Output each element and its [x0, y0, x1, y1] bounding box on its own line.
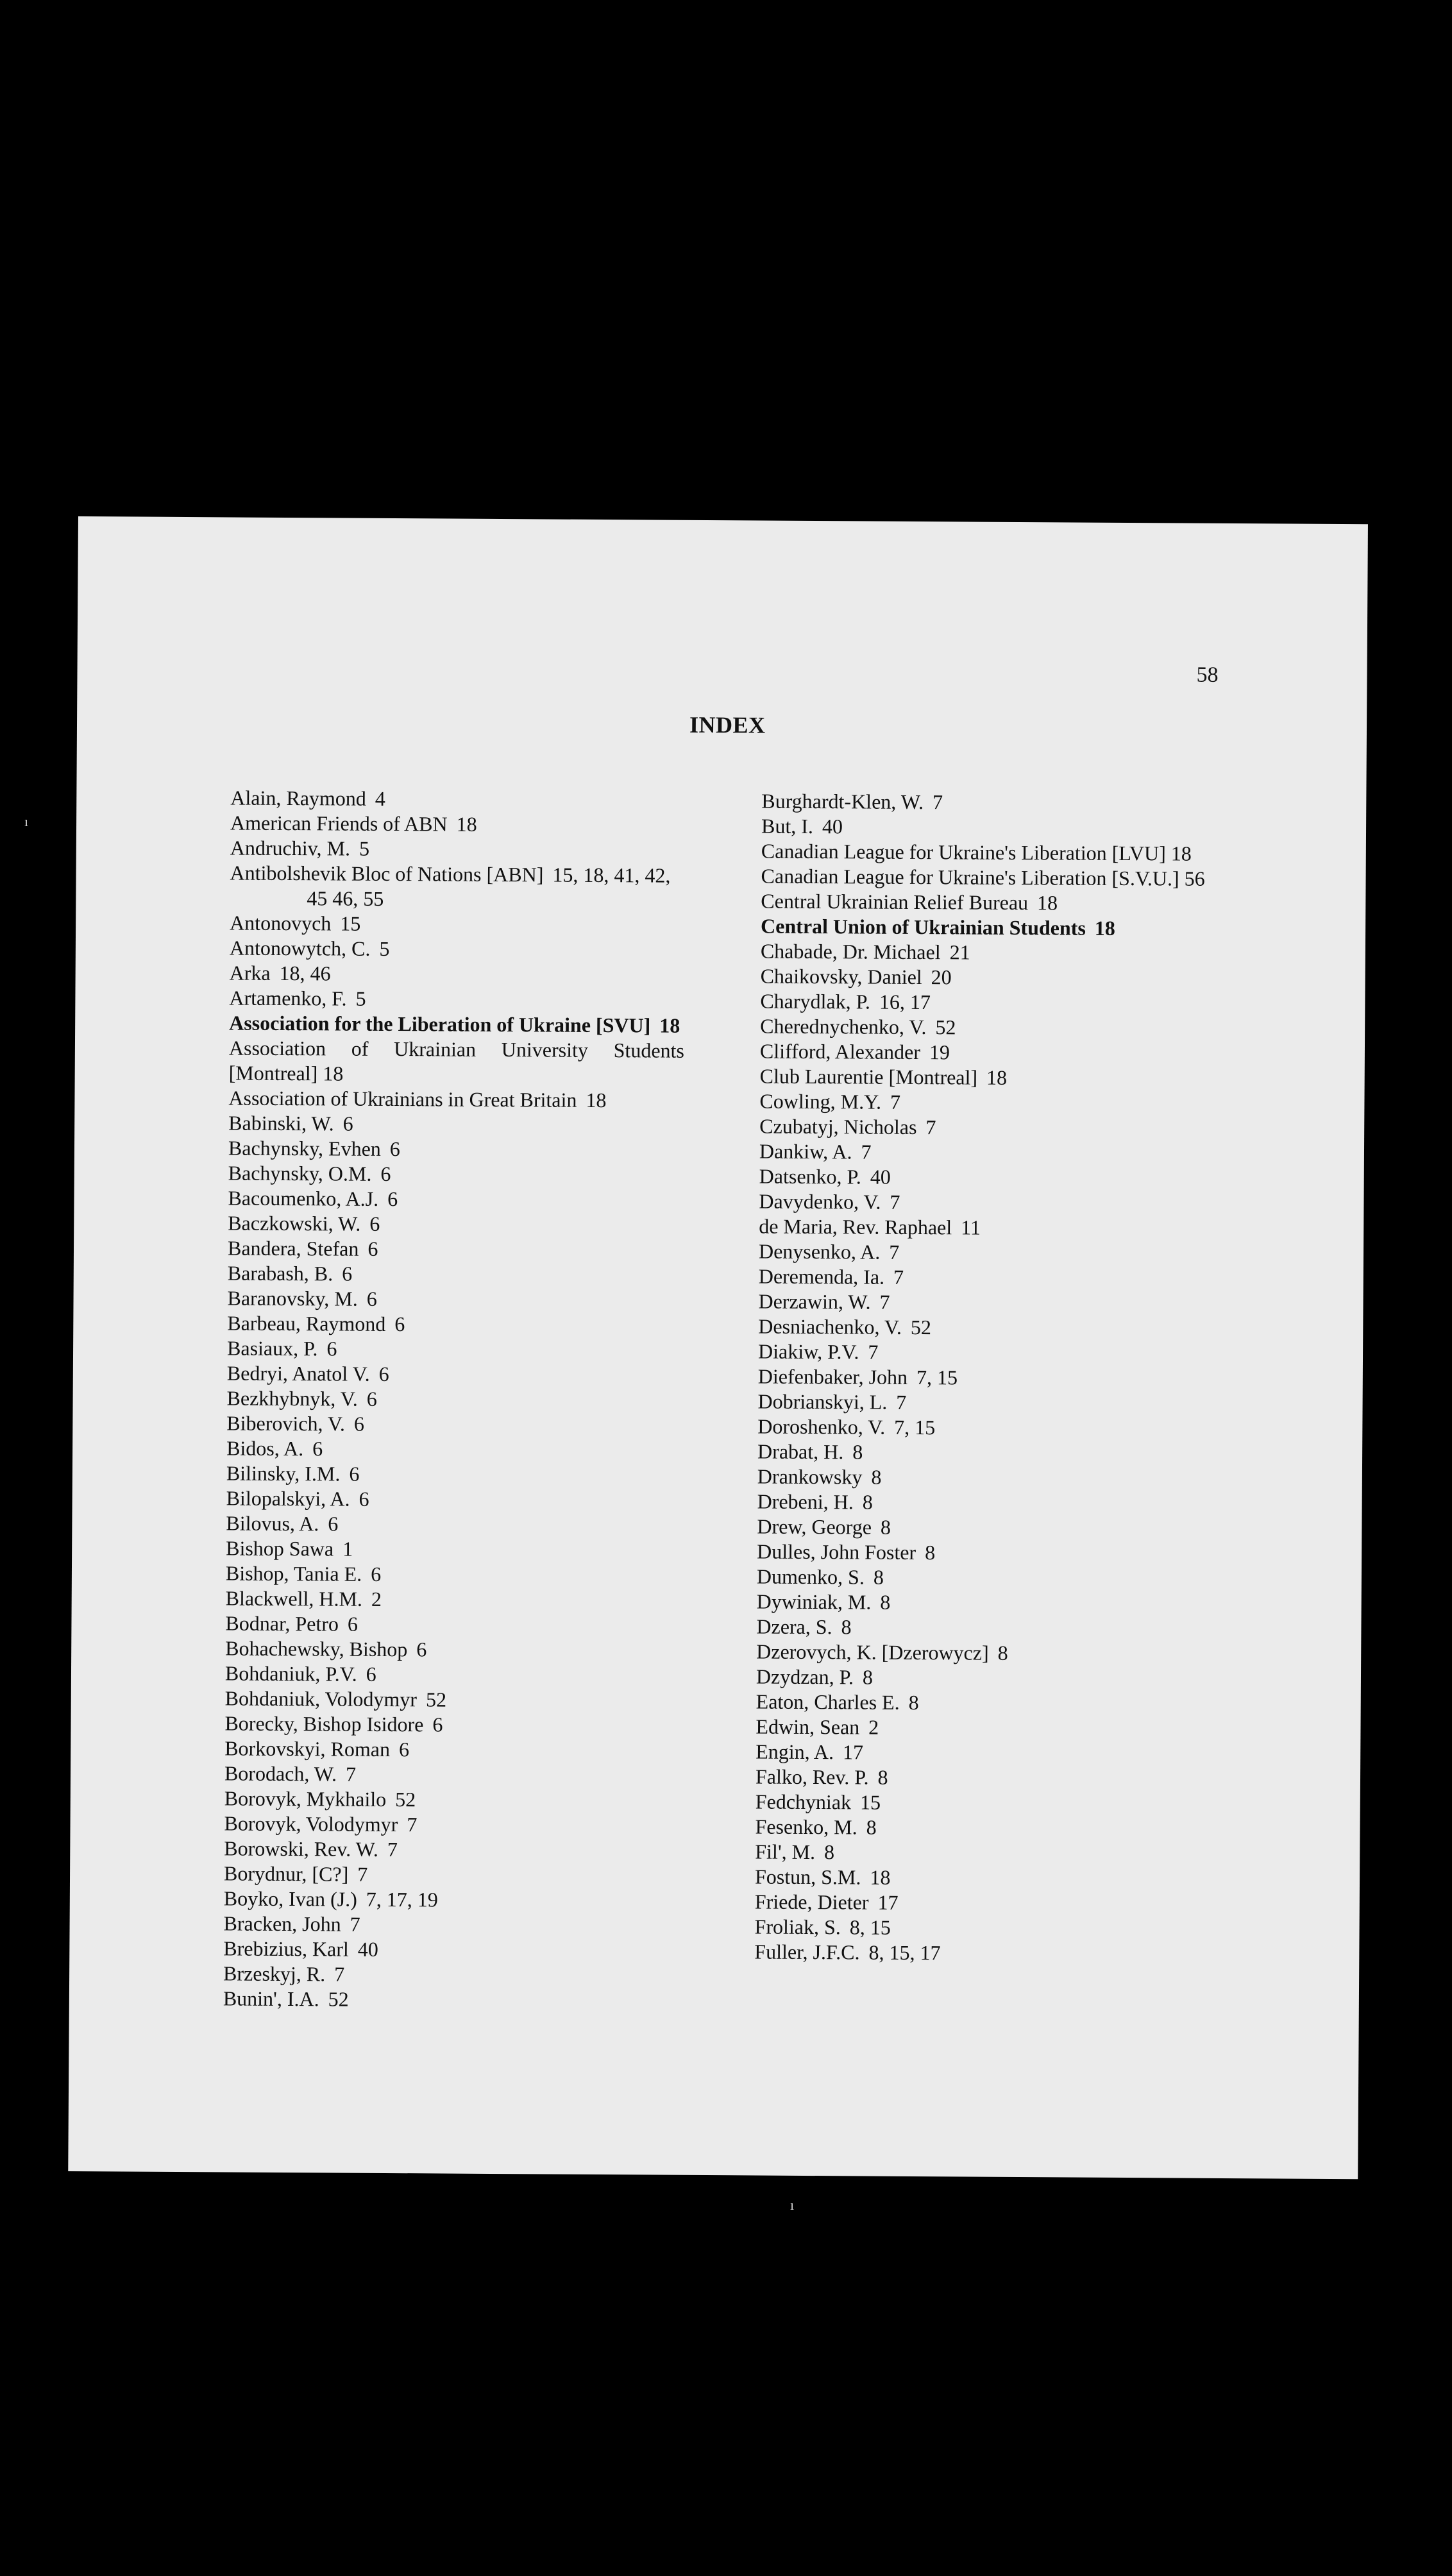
index-entry-name: Bohdaniuk, P.V. — [224, 1661, 357, 1686]
index-entry-pages: 8 — [841, 1615, 852, 1639]
index-entry-pages: 18 — [1094, 916, 1115, 940]
index-entry-name: Bilopalskyi, A. — [226, 1486, 350, 1511]
index-entry — [759, 1189, 1214, 1217]
index-entry-name: Deremenda, Ia. — [758, 1264, 885, 1289]
index-entry — [228, 1085, 684, 1113]
index-entry-name: Drabat, H. — [757, 1439, 844, 1464]
index-entry-pages: 20 — [931, 965, 952, 989]
index-entry-name: Baranovsky, M. — [227, 1286, 358, 1310]
index-entry-pages: 6 — [432, 1713, 443, 1736]
index-entry-pages: 40 — [357, 1937, 378, 1961]
index-entry — [759, 1089, 1215, 1117]
index-entry — [228, 1235, 683, 1263]
index-entry-pages: 18, 46 — [279, 961, 331, 985]
index-entry-pages: 6 — [342, 1262, 353, 1285]
index-entry-name: Derzawin, W. — [758, 1289, 871, 1314]
index-entry-pages: 18 — [323, 1062, 344, 1085]
index-entry-pages: 6 — [353, 1412, 365, 1436]
index-entry-pages: 17 — [842, 1740, 864, 1764]
index-entry-pages: 6 — [312, 1437, 323, 1461]
index-entry-pages: 18 — [986, 1065, 1008, 1089]
index-entry-name: Drebeni, H. — [757, 1489, 854, 1514]
index-entry — [224, 1761, 680, 1788]
index-entry — [754, 1939, 1210, 1967]
index-entry — [226, 1586, 681, 1613]
index-entry-name: Denysenko, A. — [758, 1239, 881, 1264]
index-entry — [756, 1664, 1211, 1691]
index-entry — [760, 1039, 1215, 1067]
index-entry-pages: 6 — [328, 1512, 339, 1536]
index-entry-pages: 56 — [1184, 867, 1205, 890]
index-entry-name: Bidos, A. — [226, 1436, 304, 1461]
index-entry-name: Borkovskyi, Roman — [224, 1736, 391, 1761]
index-entry — [230, 910, 685, 938]
index-entry-pages: 6 — [366, 1662, 376, 1686]
index-entry-pages: 6 — [398, 1738, 410, 1761]
index-entry — [230, 960, 685, 988]
index-entry-name: Fil', M. — [755, 1840, 816, 1864]
index-entry — [228, 1210, 683, 1238]
index-entry-pages: 6 — [326, 1337, 337, 1360]
index-entry — [755, 1814, 1210, 1842]
index-entry — [227, 1360, 682, 1388]
index-entry-name: Bohdaniuk, Volodymyr — [224, 1686, 418, 1711]
index-entry — [230, 860, 685, 913]
index-entry-pages: 6 — [359, 1487, 369, 1511]
index-entry-pages: 7, 17, 19 — [366, 1887, 438, 1911]
index-entry — [761, 889, 1216, 917]
index-entry — [756, 1714, 1211, 1741]
index-entry-pages: 8 — [866, 1815, 877, 1839]
index-entry — [757, 1414, 1213, 1441]
index-entry — [756, 1614, 1211, 1641]
index-entry-pages: 8 — [908, 1690, 919, 1715]
index-entry — [229, 1010, 684, 1038]
index-entry — [225, 1661, 680, 1688]
index-entry-name: Dzydzan, P. — [756, 1665, 854, 1689]
index-entry-pages: 8 — [871, 1465, 882, 1489]
index-entry-pages: 16, 17 — [879, 990, 931, 1014]
index-entry-pages: 7 — [868, 1340, 879, 1364]
index-entry — [228, 1110, 684, 1138]
index-entry-pages: 7 — [861, 1140, 872, 1164]
index-entry-name: Falko, Rev. P. — [755, 1765, 869, 1789]
index-entry-name: Fedchyniak — [755, 1790, 852, 1814]
index-entry-name: Basiaux, P. — [226, 1336, 318, 1360]
index-entry-name: Burghardt-Klen, W. — [761, 789, 924, 814]
index-entry-pages: 18 — [1170, 842, 1192, 865]
index-entry-pages: 18 — [586, 1088, 607, 1112]
index-entry-name: Dobrianskyi, L. — [757, 1389, 888, 1414]
index-entry-name: Diefenbaker, John — [757, 1364, 908, 1389]
index-entry-name: Club Laurentie [Montreal] — [759, 1064, 978, 1089]
index-entry-name: Association for the Liberation of Ukraine [SVU] — [229, 1011, 651, 1037]
index-column-left — [223, 785, 686, 2013]
index-entry-pages: 6 — [349, 1462, 360, 1486]
index-entry-pages: 7 — [387, 1837, 398, 1861]
index-entry — [223, 1961, 679, 1988]
index-entry-pages: 6 — [347, 1612, 359, 1636]
index-entry-name: Borovyk, Volodymyr — [224, 1811, 398, 1836]
index-entry-pages: 18 — [870, 1865, 891, 1889]
index-entry-pages: 6 — [387, 1187, 398, 1211]
index-entry-pages: 52 — [935, 1015, 956, 1039]
index-entry-name: Datsenko, P. — [759, 1164, 861, 1189]
index-entry-name: Eaton, Charles E. — [756, 1690, 900, 1714]
index-entry — [226, 1385, 682, 1413]
index-entry-pages: 6 — [389, 1137, 400, 1161]
index-entry — [230, 810, 686, 838]
index-entry — [759, 1214, 1214, 1242]
index-entry-name: American Friends of ABN — [230, 811, 448, 836]
index-entry — [757, 1439, 1213, 1466]
index-entry-name: Davydenko, V. — [759, 1189, 881, 1214]
index-entry-pages: 5 — [379, 936, 390, 960]
index-entry-pages: 11 — [961, 1216, 981, 1239]
index-entry-pages: 6 — [416, 1638, 427, 1661]
index-entry-pages: 18 — [659, 1013, 680, 1037]
index-entry-pages: 1 — [342, 1537, 353, 1561]
index-entry-pages: 15, 18, 41, 42, — [552, 863, 671, 887]
index-entry-pages: 8 — [873, 1565, 884, 1589]
index-entry-name: Bacoumenko, A.J. — [228, 1186, 379, 1210]
index-entry-pages: 7 — [357, 1862, 368, 1886]
index-entry-pages: 40 — [870, 1165, 891, 1189]
index-entry — [756, 1739, 1211, 1767]
index-entry — [757, 1564, 1212, 1591]
index-entry-continuation: 45 46, 55 — [307, 886, 384, 910]
index-entry-name: Dzera, S. — [756, 1614, 832, 1639]
index-entry-name: Cowling, M.Y. — [759, 1089, 882, 1114]
index-entry — [226, 1536, 681, 1563]
index-entry-name: Fuller, J.F.C. — [754, 1940, 860, 1964]
index-entry-name: But, I. — [761, 814, 814, 838]
index-entry — [758, 1339, 1213, 1367]
index-entry-name: Bachynsky, O.M. — [228, 1161, 372, 1185]
index-entry-name: Borecky, Bishop Isidore — [224, 1711, 424, 1736]
index-entry — [758, 1314, 1213, 1342]
index-entry — [758, 1364, 1213, 1391]
index-entry-name: Bezkhybnyk, V. — [226, 1386, 358, 1411]
index-entry-name: Drankowsky — [757, 1464, 863, 1489]
index-entry-pages: 6 — [394, 1312, 405, 1336]
index-entry — [761, 789, 1217, 817]
index-entry-pages: 7, 15 — [894, 1415, 936, 1439]
index-entry — [223, 1936, 679, 1963]
index-entry — [757, 1589, 1212, 1616]
index-entry — [759, 1164, 1215, 1192]
index-entry-name: Andruchiv, M. — [230, 836, 351, 860]
index-entry-name: Canadian League for Ukraine's Liberation [S.V.U.] — [761, 864, 1179, 890]
index-entry-name: Brebizius, Karl — [223, 1936, 349, 1961]
index-entry-pages: 6 — [366, 1287, 377, 1310]
index-entry-name: Desniachenko, V. — [758, 1314, 902, 1339]
index-entry — [226, 1411, 682, 1438]
index-entry — [756, 1689, 1211, 1716]
index-entry — [758, 1289, 1213, 1317]
index-entry-pages: 6 — [378, 1362, 389, 1385]
index-entry — [227, 1335, 682, 1363]
page-number: 58 — [1196, 663, 1219, 687]
index-entry — [761, 839, 1217, 867]
index-entry-pages: 7, 15 — [916, 1366, 958, 1389]
index-entry — [226, 1511, 681, 1538]
index-entry-pages: 8 — [877, 1765, 888, 1789]
index-entry-pages: 7 — [925, 1115, 936, 1139]
index-entry-name: Baczkowski, W. — [228, 1211, 361, 1235]
index-entry-name: Cherednychenko, V. — [760, 1014, 927, 1039]
index-entry — [224, 1811, 679, 1838]
index-entry — [224, 1736, 680, 1763]
index-entry-pages: 7 — [890, 1190, 900, 1214]
index-entry-name: Chaikovsky, Daniel — [760, 964, 922, 989]
index-entry-pages: 7 — [889, 1240, 900, 1264]
index-entry — [759, 1139, 1215, 1167]
index-entry — [227, 1285, 682, 1313]
index-entry-name: Borovyk, Mykhailo — [224, 1786, 387, 1811]
index-entry-pages: 6 — [342, 1112, 353, 1135]
index-entry — [229, 1035, 684, 1088]
index-entry — [757, 1539, 1212, 1566]
index-entry — [757, 1489, 1213, 1516]
index-entry — [227, 1310, 682, 1338]
index-entry — [756, 1639, 1211, 1666]
index-entry-name: Doroshenko, V. — [757, 1414, 886, 1439]
index-entry-pages: 17 — [877, 1890, 899, 1914]
index-entry-pages: 52 — [328, 1987, 349, 2011]
index-entry-pages: 8 — [925, 1541, 936, 1564]
index-entry-pages: 6 — [366, 1387, 377, 1411]
index-entry-pages: 8 — [997, 1641, 1008, 1665]
index-entry-name: Antibolshevik Bloc of Nations [ABN] — [230, 861, 544, 886]
index-entry-pages: 8, 15 — [849, 1915, 891, 1939]
index-entry — [226, 1461, 682, 1488]
index-entry-name: Edwin, Sean — [756, 1715, 860, 1739]
document-page — [68, 516, 1368, 2179]
index-entry-name: Fesenko, M. — [755, 1815, 857, 1839]
index-entry-name: Drew, George — [757, 1514, 872, 1539]
index-entry-name: Alain, Raymond — [230, 786, 366, 810]
index-entry-pages: 52 — [425, 1688, 447, 1711]
index-entry-name: Antonowytch, C. — [229, 936, 371, 960]
index-entry-name: Blackwell, H.M. — [225, 1586, 363, 1611]
index-entry-name: Bohachewsky, Bishop — [225, 1636, 408, 1661]
index-entry-name: Bachynsky, Evhen — [228, 1136, 381, 1160]
index-entry-pages: 7 — [346, 1762, 357, 1786]
index-entry-name: Dankiw, A. — [759, 1139, 852, 1164]
index-entry-name: Association of Ukrainians in Great Britain — [228, 1086, 577, 1112]
index-entry-name: Dulles, John Foster — [757, 1539, 916, 1564]
index-entry-name: Bedryi, Anatol V. — [226, 1361, 370, 1385]
index-entry-pages: 19 — [929, 1040, 950, 1064]
index-entry — [755, 1864, 1210, 1892]
index-entry-pages: 8 — [880, 1590, 891, 1614]
index-entry-name: Bracken, John — [223, 1911, 341, 1936]
index-entry-pages: 6 — [367, 1237, 378, 1260]
index-entry — [223, 1986, 679, 2013]
scan-speck: ı — [24, 813, 29, 829]
index-entry-pages: 5 — [359, 836, 370, 860]
index-entry-name: Dumenko, S. — [756, 1564, 865, 1589]
index-entry-name: Bishop, Tania E. — [225, 1561, 362, 1586]
index-entry-name: Biberovich, V. — [226, 1411, 346, 1436]
index-entry-pages: 15 — [340, 911, 361, 935]
index-entry — [757, 1464, 1213, 1491]
index-entry-name: Engin, A. — [756, 1740, 834, 1764]
index-entry — [761, 814, 1217, 842]
index-entry-name: de Maria, Rev. Raphael — [759, 1214, 952, 1239]
index-entry-pages: 8 — [823, 1840, 835, 1864]
index-entry-pages: 8 — [862, 1665, 874, 1689]
index-entry-name: Bandera, Stefan — [227, 1236, 359, 1260]
index-entry-name: Dywiniak, M. — [756, 1589, 872, 1614]
index-entry-pages: 18 — [1036, 891, 1058, 915]
index-entry — [755, 1839, 1210, 1867]
index-entry — [761, 864, 1216, 892]
index-column-right — [754, 789, 1217, 1967]
index-entry — [760, 1064, 1215, 1092]
index-entry-pages: 52 — [395, 1788, 416, 1811]
index-entry — [761, 914, 1216, 942]
index-entry-name: Bishop Sawa — [226, 1536, 334, 1561]
index-entry-pages: 4 — [375, 786, 385, 810]
index-entry — [224, 1886, 679, 1913]
index-entry — [761, 939, 1216, 967]
index-entry — [228, 1185, 683, 1213]
index-entry-name: Chabade, Dr. Michael — [760, 939, 941, 964]
index-entry-name: Borodach, W. — [224, 1761, 337, 1786]
index-entry — [230, 835, 686, 863]
index-entry-pages: 7 — [896, 1390, 907, 1414]
index-entry — [756, 1764, 1211, 1792]
index-entry — [225, 1686, 680, 1713]
page-title: INDEX — [689, 711, 766, 738]
index-entry-name: Canadian League for Ukraine's Liberation [LVU] — [761, 839, 1166, 865]
index-entry-name: Borowski, Rev. W. — [224, 1836, 379, 1861]
index-entry-pages: 52 — [910, 1315, 932, 1339]
index-entry-name: Fostun, S.M. — [754, 1865, 861, 1889]
index-entry — [760, 989, 1215, 1017]
index-entry — [760, 1014, 1215, 1042]
index-entry-pages: 15 — [859, 1790, 881, 1814]
index-entry — [224, 1786, 680, 1813]
index-entry-name: Froliak, S. — [754, 1915, 841, 1939]
index-entry-name: Arka — [229, 961, 271, 985]
index-entry — [223, 1911, 679, 1938]
index-entry — [757, 1389, 1213, 1416]
index-entry-pages: 8 — [862, 1490, 873, 1514]
index-entry-pages: 7 — [334, 1962, 345, 1986]
index-entry — [226, 1561, 681, 1588]
index-entry-pages: 8 — [880, 1515, 891, 1539]
index-entry-name: Barbeau, Raymond — [227, 1311, 386, 1335]
index-entry-pages: 6 — [371, 1562, 382, 1586]
index-entry-pages: 21 — [949, 940, 970, 964]
index-entry-pages: 7 — [890, 1090, 901, 1114]
index-entry-pages: 2 — [371, 1587, 382, 1611]
index-entry — [224, 1861, 679, 1888]
index-entry — [229, 985, 684, 1013]
index-entry-pages: 2 — [868, 1715, 879, 1739]
index-entry-name: Bodnar, Petro — [225, 1611, 339, 1636]
index-entry-name: Bunin', I.A. — [223, 1987, 319, 2011]
index-entry — [757, 1514, 1212, 1541]
index-entry — [228, 1260, 683, 1288]
index-entry-name: Borydnur, [C?] — [223, 1861, 349, 1886]
index-entry-name: Babinski, W. — [228, 1111, 334, 1135]
index-entry — [756, 1789, 1211, 1817]
index-entry-pages: 7 — [407, 1813, 418, 1836]
index-entry — [224, 1836, 679, 1863]
index-entry — [761, 964, 1216, 992]
index-entry — [230, 935, 685, 963]
index-entry — [225, 1611, 680, 1638]
index-entry-name: Bilinsky, I.M. — [226, 1461, 341, 1486]
index-entry-name: Charydlak, P. — [760, 989, 871, 1013]
index-entry — [226, 1436, 682, 1463]
index-entry-pages: 6 — [380, 1162, 391, 1185]
index-entry-pages: 6 — [369, 1212, 380, 1235]
index-entry — [226, 1486, 682, 1513]
index-entry-name: Association of Ukrainian University Students [Montreal] — [228, 1036, 685, 1085]
index-entry-name: Dzerovych, K. [Dzerowycz] — [756, 1640, 989, 1665]
index-entry — [230, 785, 686, 813]
index-entry-name: Central Ukrainian Relief Bureau — [761, 889, 1029, 915]
index-entry-name: Central Union of Ukrainian Students — [761, 914, 1086, 940]
index-entry-name: Boyko, Ivan (J.) — [223, 1886, 357, 1911]
index-entry-pages: 7 — [893, 1265, 904, 1289]
index-entry-name: Bilovus, A. — [226, 1511, 319, 1536]
scan-speck: ı — [790, 2197, 795, 2213]
index-entry — [228, 1135, 684, 1163]
index-entry — [759, 1239, 1214, 1267]
index-entry-name: Czubatyj, Nicholas — [759, 1114, 917, 1139]
index-entry-name: Artamenko, F. — [229, 986, 347, 1010]
index-entry — [759, 1264, 1214, 1292]
index-entry-pages: 40 — [822, 815, 843, 838]
index-entry-name: Friede, Dieter — [754, 1890, 869, 1914]
index-entry-name: Clifford, Alexander — [759, 1039, 921, 1064]
index-entry-name: Brzeskyj, R. — [223, 1962, 326, 1986]
index-entry-name: Barabash, B. — [227, 1261, 333, 1285]
index-entry-pages: 7 — [932, 790, 943, 814]
index-entry — [225, 1636, 680, 1663]
index-entry-name: Diakiw, P.V. — [757, 1339, 859, 1364]
index-entry — [228, 1160, 684, 1188]
index-entry — [755, 1889, 1210, 1917]
index-entry-pages: 8 — [852, 1440, 863, 1464]
index-entry-pages: 18 — [456, 812, 477, 836]
index-entry-pages: 5 — [355, 987, 366, 1010]
index-entry-pages: 7 — [350, 1912, 360, 1936]
index-entry-pages: 7 — [879, 1290, 890, 1314]
index-entry — [754, 1914, 1210, 1942]
index-entry-name: Antonovych — [230, 911, 332, 935]
index-entry — [759, 1114, 1215, 1142]
index-entry — [224, 1711, 680, 1738]
index-entry-pages: 8, 15, 17 — [868, 1940, 941, 1965]
